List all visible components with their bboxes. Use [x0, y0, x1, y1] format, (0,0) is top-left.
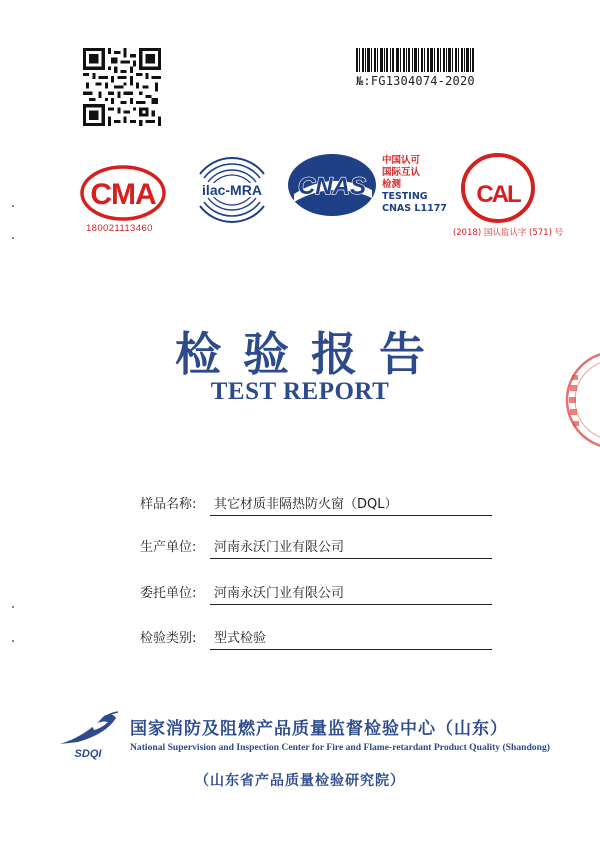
cnas-logo-icon [284, 150, 380, 220]
field-underline [210, 649, 492, 650]
field-value: 其它材质非隔热防火窗（DQL） [214, 497, 398, 512]
barcode-icon [356, 48, 474, 72]
red-seal-stamp-icon [560, 345, 600, 455]
center-name-cn: 国家消防及阻燃产品质量监督检验中心（山东） [130, 719, 508, 739]
cnas-line: CNAS L1177 [382, 203, 447, 214]
cnas-accreditation-text [382, 155, 462, 215]
scan-speck [12, 640, 14, 642]
field-label: 委托单位: [140, 586, 197, 601]
field-inspection-type [140, 622, 492, 650]
svg-text:SDQI: SDQI [74, 748, 102, 760]
cal-logo-icon [460, 152, 536, 224]
sdqi-logo-icon [56, 710, 126, 760]
svg-text:CAL: CAL [476, 181, 520, 208]
cma-logo-icon [80, 165, 166, 221]
field-label: 检验类别: [140, 631, 197, 646]
scan-speck [12, 205, 14, 207]
cnas-line: 中国认可 [382, 155, 421, 166]
svg-text:CNAS: CNAS [297, 173, 367, 200]
field-underline [210, 558, 492, 559]
cal-certificate-number: (2018) 国认监认字 (571) 号 [452, 228, 564, 238]
field-label: 生产单位: [140, 540, 197, 555]
field-value: 河南永沃门业有限公司 [214, 540, 345, 555]
center-name-en: National Supervision and Inspection Center for Fire and Flame-retardant Product Quality (Shandong) [130, 742, 550, 753]
report-number: №:FG1304074-2020 [356, 74, 475, 88]
field-underline [210, 604, 492, 605]
report-title-cn: 检验报告 [175, 327, 447, 381]
qr-code-icon [83, 48, 161, 126]
field-sample-name [140, 488, 492, 516]
svg-text:CMA: CMA [90, 178, 156, 211]
field-value: 河南永沃门业有限公司 [214, 586, 345, 601]
field-label: 样品名称: [140, 497, 197, 512]
ilac-mra-logo-icon [182, 140, 282, 240]
field-client [140, 577, 492, 605]
scan-speck [12, 237, 14, 239]
field-manufacturer [140, 531, 492, 559]
svg-text:ilac-MRA: ilac-MRA [202, 182, 262, 198]
cnas-line: 检测 [382, 179, 402, 190]
field-underline [210, 515, 492, 516]
scan-speck [12, 606, 14, 608]
report-title-en: TEST REPORT [210, 378, 390, 405]
cnas-line: 国际互认 [382, 167, 421, 178]
institute-name: （山东省产品质量检验研究院） [195, 773, 405, 789]
cnas-line: TESTING [382, 191, 428, 202]
cma-certificate-number: 180021113460 [86, 223, 153, 234]
field-value: 型式检验 [214, 631, 267, 646]
